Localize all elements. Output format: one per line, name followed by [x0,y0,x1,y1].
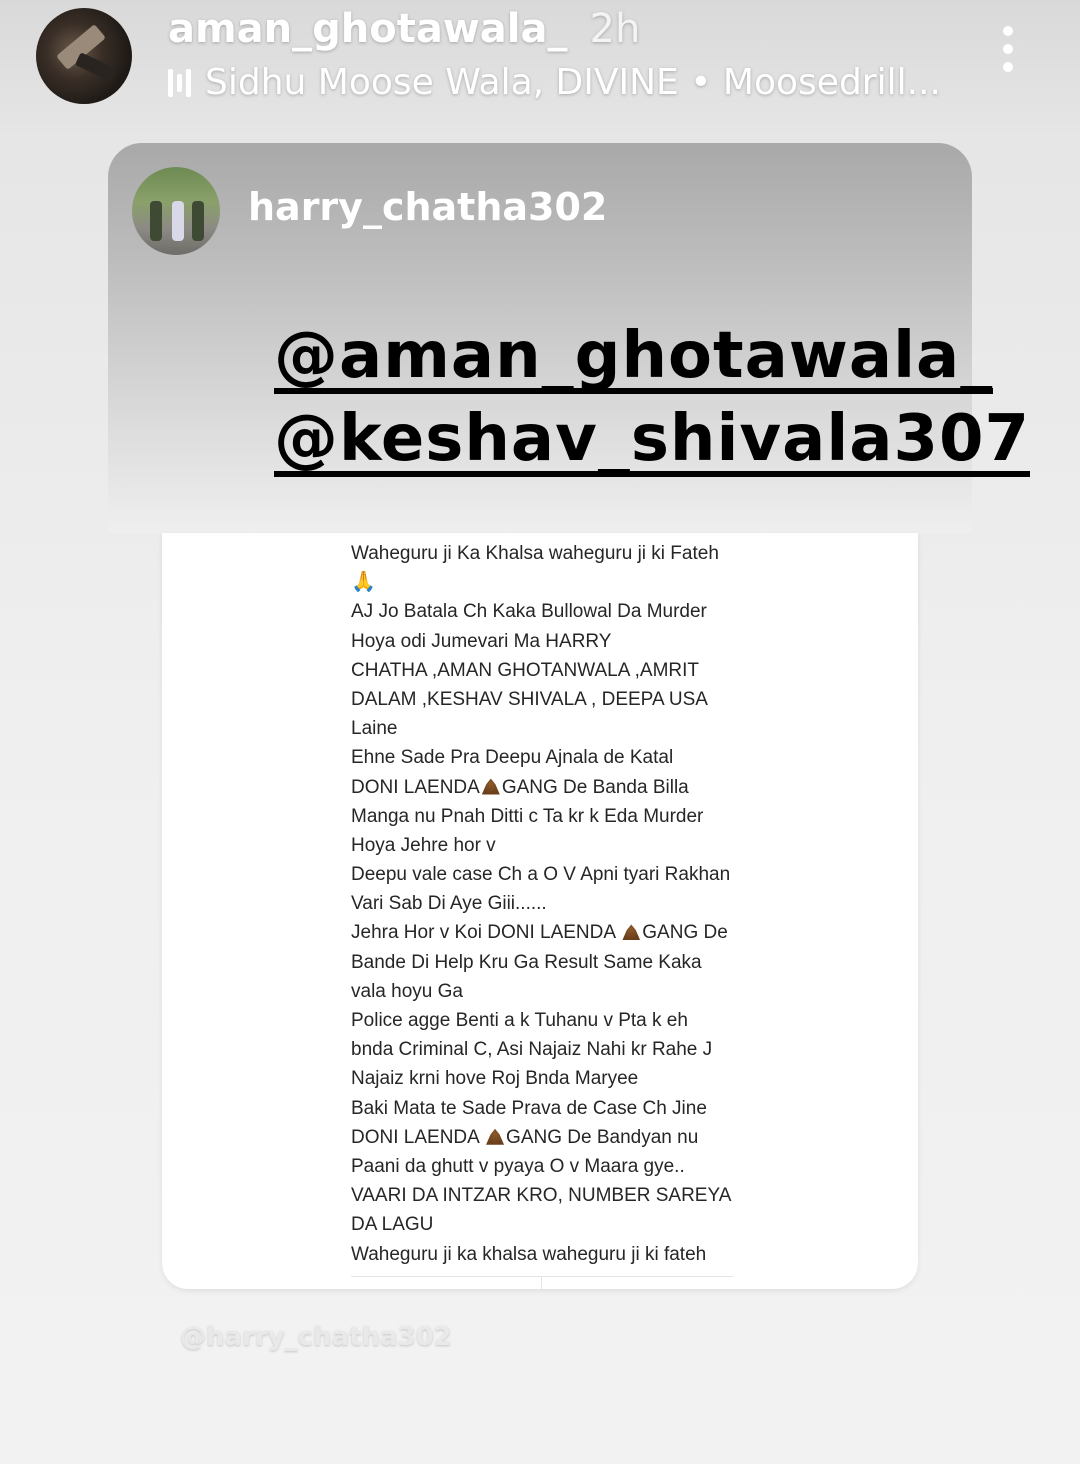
message-screenshot [162,533,918,1289]
shared-post-card[interactable] [108,143,1031,533]
message-fragment: DONI LAENDA [351,1126,479,1148]
table-divider [351,1276,733,1289]
poop-emoji [622,924,640,940]
message-line: Hoya Jehre hor v [351,834,496,856]
message-line: Manga nu Pnah Ditti c Ta kr k Eda Murder [351,805,704,827]
profile-avatar[interactable] [36,8,132,104]
shared-post-username[interactable]: harry_chatha302 [248,185,608,229]
story-username[interactable] [168,6,640,52]
message-line: Paani da ghutt v pyaya O v Maara gye.. [351,1155,685,1177]
message-line: Waheguru ji Ka Khalsa waheguru ji ki Fateh [351,543,719,564]
folded-hands-emoji: 🙏 [351,571,376,594]
shared-post-avatar[interactable] [132,167,220,255]
music-title[interactable]: Sidhu Moose Wala, DIVINE • Moosedrill... [205,62,941,103]
message-line: DALAM ,KESHAV SHIVALA , DEEPA USA [351,688,708,710]
avatar-graphic [75,52,117,82]
message-line [351,1123,751,1152]
message-line: AJ Jo Batala Ch Kaka Bullowal Da Murder [351,601,707,623]
mention-stickers [274,319,1030,485]
message-line: Ehne Sade Pra Deepu Ajnala de Katal [351,747,674,769]
message-line: Najaiz krni hove Roj Bnda Maryee [351,1068,639,1090]
message-text [351,539,751,1269]
message-line: CHATHA ,AMAN GHOTANWALA ,AMRIT [351,659,700,681]
message-line: VAARI DA INTZAR KRO, NUMBER SAREYA [351,1185,732,1207]
message-fragment: GANG De Bandyan nu [506,1126,699,1148]
message-fragment: GANG De Banda Billa [501,776,689,798]
message-fragment: Jehra Hor v Koi DONI LAENDA [351,922,615,944]
poop-emoji [482,779,500,795]
message-line: Waheguru ji ka khalsa waheguru ji ki fateh [351,1243,707,1265]
attribution-username[interactable]: @harry_chatha302 [180,1322,452,1352]
more-vertical-icon[interactable] [996,26,1020,80]
message-line: Laine [351,718,398,740]
mention-sticker-1[interactable]: @aman_ghotawala_ [274,319,994,393]
music-label[interactable] [168,62,941,103]
poop-emoji [486,1129,504,1145]
message-line: Police agge Benti a k Tuhanu v Pta k eh [351,1010,688,1031]
mention-sticker-2[interactable]: @keshav_shivala307 [274,402,1031,476]
message-line [351,773,751,802]
message-line: Baki Mata te Sade Prava de Case Ch Jine [351,1097,707,1119]
username-text[interactable]: aman_ghotawala_ [168,6,568,52]
message-line [351,918,751,947]
message-line: Vari Sab Di Aye Giii...... [351,893,547,915]
music-bars-icon [168,67,191,99]
message-line: bnda Criminal C, Asi Najaiz Nahi kr Rahe J [351,1039,713,1061]
message-line: Deepu vale case Ch a O V Apni tyari Rakhan [351,864,731,886]
message-line: vala hoyu Ga [351,980,463,1002]
message-fragment: DONI LAENDA [351,776,480,798]
message-fragment: GANG De [642,922,728,944]
message-line: DA LAGU [351,1214,434,1236]
message-line: Bande Di Help Kru Ga Result Same Kaka [351,951,702,973]
story-time: 2h [589,6,641,52]
message-line: Hoya odi Jumevari Ma HARRY [351,630,612,652]
